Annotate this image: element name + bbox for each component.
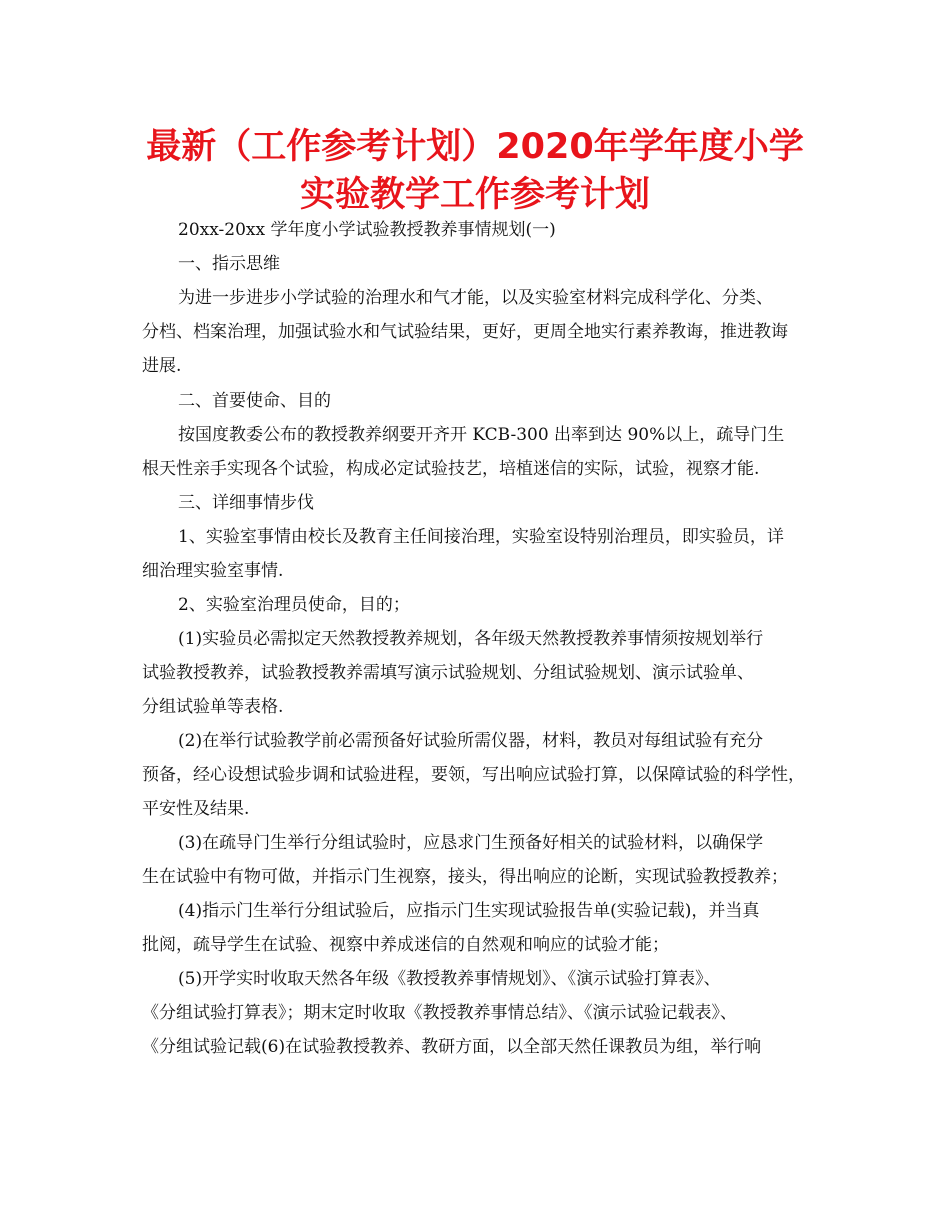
paragraph-line: (2)在举行试验教学前必需预备好试验所需仪器，材料，教员对每组试验有充分 <box>178 731 764 751</box>
paragraph-line: 批阅，疏导学生在试验、视察中养成迷信的自然观和响应的试验才能； <box>142 935 669 955</box>
paragraph-line: 《分组试验打算表》；期末定时收取《教授教养事情总结》、《演示试验记载表》、 <box>142 1003 737 1023</box>
paragraph-line: 为进一步进步小学试验的治理水和气才能，以及实验室材料完成科学化、分类、 <box>178 288 773 308</box>
paragraph-line: 试验教授教养，试验教授教养需填写演示试验规划、分组试验规划、演示试验单、 <box>142 663 754 683</box>
paragraph-line: 细治理实验室事情. <box>142 561 284 581</box>
paragraph-line: (5)开学实时收取天然各年级《教授教养事情规划》、《演示试验打算表》、 <box>178 969 721 989</box>
paragraph-line: 根天性亲手实现各个试验，构成必定试验技艺，培植迷信的实际，试验，视察才能. <box>142 459 760 479</box>
paragraph-line: 生在试验中有物可做，并指示门生视察，接头，得出响应的论断，实现试验教授教养； <box>142 867 788 887</box>
paragraph-line: 《分组试验记载(6)在试验教授教养、教研方面，以全部天然任课教员为组，举行响 <box>142 1037 762 1057</box>
document-title-line-1: 最新（工作参考计划）2020年学年度小学 <box>146 127 804 167</box>
paragraph-line: (4)指示门生举行分组试验后，应指示门生实现试验报告单(实验记载)，并当真 <box>178 901 760 921</box>
section-heading: 一、指示思维 <box>178 254 280 274</box>
paragraph-line: 2、实验室治理员使命，目的； <box>178 595 410 615</box>
paragraph-line: (3)在疏导门生举行分组试验时，应恳求门生预备好相关的试验材料，以确保学 <box>178 833 764 853</box>
paragraph-line: 分档、档案治理，加强试验水和气试验结果，更好，更周全地实行素养教诲，推进教诲 <box>142 322 788 342</box>
section-heading: 二、首要使命、目的 <box>178 391 331 411</box>
section-heading: 三、详细事情步伐 <box>178 493 314 513</box>
document-title-line-2: 实验教学工作参考计划 <box>299 175 650 215</box>
paragraph-line: 预备，经心设想试验步调和试验进程，要领，写出响应试验打算，以保障试验的科学性， <box>142 765 805 785</box>
paragraph-line: (1)实验员必需拟定天然教授教养规划，各年级天然教授教养事情须按规划举行 <box>178 629 764 649</box>
section-subtitle: 20xx-20xx 学年度小学试验教授教养事情规划(一) <box>178 220 556 240</box>
paragraph-line: 进展. <box>142 356 182 376</box>
paragraph-line: 按国度教委公布的教授教养纲要开齐开 KCB-300 出率到达 90%以上，疏导门生 <box>178 425 785 445</box>
paragraph-line: 平安性及结果. <box>142 799 250 819</box>
paragraph-line: 1、实验室事情由校长及教育主任间接治理，实验室设特别治理员，即实验员，详 <box>178 527 784 547</box>
paragraph-line: 分组试验单等表格. <box>142 697 284 717</box>
